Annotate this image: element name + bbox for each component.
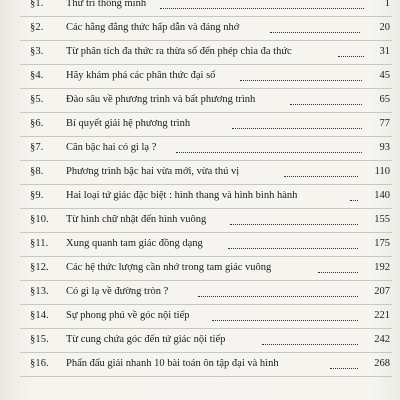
toc-entry [0, 353, 400, 377]
dot-leader [350, 200, 358, 201]
page-number: 65 [379, 94, 390, 105]
dot-leader [232, 128, 362, 129]
section-number: §16. [30, 358, 49, 369]
section-number: §6. [30, 118, 44, 129]
section-number: §9. [30, 190, 44, 201]
section-number: §2. [30, 22, 44, 33]
toc-entry [0, 0, 400, 17]
dot-leader [290, 104, 362, 105]
page-number: 140 [374, 190, 390, 201]
section-number: §4. [30, 70, 44, 81]
section-title: Thử trí thông minh [66, 0, 147, 9]
toc-entry [0, 305, 400, 329]
section-number: §12. [30, 262, 49, 273]
section-number: §7. [30, 142, 44, 153]
section-title: Từ cung chứa góc đến tứ giác nội tiếp [66, 334, 226, 345]
section-title: Sự phong phú về góc nội tiếp [66, 310, 190, 321]
page-number: 31 [379, 46, 390, 57]
section-title: Phương trình bậc hai vừa mới, vừa thú vị [66, 166, 240, 177]
dot-leader [198, 296, 358, 297]
section-number: §11. [30, 238, 49, 249]
section-number: §5. [30, 94, 44, 105]
section-title: Xung quanh tam giác đồng dạng [66, 238, 203, 249]
section-title: Phấn đấu giải nhanh 10 bài toán ôn tập đại và hình [66, 358, 279, 369]
toc-entry [0, 161, 400, 185]
page-number: 20 [379, 22, 390, 33]
dot-leader [212, 320, 358, 321]
toc-entry [0, 41, 400, 65]
section-title: Có gì lạ về đường tròn ? [66, 286, 169, 297]
section-number: §1. [30, 0, 44, 9]
dot-leader [270, 32, 360, 33]
toc-entry [0, 137, 400, 161]
toc-entry [0, 281, 400, 305]
dot-leader [228, 248, 358, 249]
toc-entry [0, 17, 400, 41]
section-number: §14. [30, 310, 49, 321]
dot-leader [230, 224, 358, 225]
section-title: Đào sâu về phương trình và bất phương trình [66, 94, 256, 105]
dot-leader [338, 56, 364, 57]
toc-entry [0, 209, 400, 233]
page-number: 1 [384, 0, 390, 9]
dot-leader [318, 272, 358, 273]
section-title: Bí quyết giải hệ phương trình [66, 118, 191, 129]
page-number: 110 [374, 166, 390, 177]
section-number: §15. [30, 334, 49, 345]
section-number: §8. [30, 166, 44, 177]
toc-entry [0, 257, 400, 281]
section-number: §13. [30, 286, 49, 297]
page-number: 242 [374, 334, 390, 345]
page-number: 155 [374, 214, 390, 225]
page-number: 207 [374, 286, 390, 297]
page-number: 45 [379, 70, 390, 81]
page-number: 93 [379, 142, 390, 153]
section-title: Căn bậc hai có gì lạ ? [66, 142, 157, 153]
page-number: 77 [379, 118, 390, 129]
page-number: 175 [374, 238, 390, 249]
dot-leader [240, 80, 362, 81]
toc-entry [0, 113, 400, 137]
dot-leader [262, 344, 358, 345]
section-title: Hãy khám phá các phân thức đại số [66, 70, 216, 81]
toc-entry [0, 89, 400, 113]
page-number: 221 [374, 310, 390, 321]
section-title: Từ phân tích đa thức ra thừa số đến phép chia đa thức [66, 46, 292, 57]
dot-leader [284, 176, 358, 177]
section-number: §10. [30, 214, 49, 225]
section-title: Các hệ thức lượng cần nhớ trong tam giác vuông [66, 262, 272, 273]
dot-leader [160, 8, 364, 9]
toc-entry [0, 233, 400, 257]
toc-entry [0, 65, 400, 89]
section-title: Hai loại tứ giác đặc biệt : hình thang và hình bình hành [66, 190, 298, 201]
toc-entry [0, 185, 400, 209]
dot-leader [330, 368, 358, 369]
dot-leader [176, 152, 362, 153]
section-number: §3. [30, 46, 44, 57]
section-title: Các hằng đẳng thức hấp dẫn và đáng nhớ [66, 22, 240, 33]
page-number: 192 [374, 262, 390, 273]
toc-entry [0, 329, 400, 353]
page-number: 268 [374, 358, 390, 369]
section-title: Từ hình chữ nhật đến hình vuông [66, 214, 207, 225]
